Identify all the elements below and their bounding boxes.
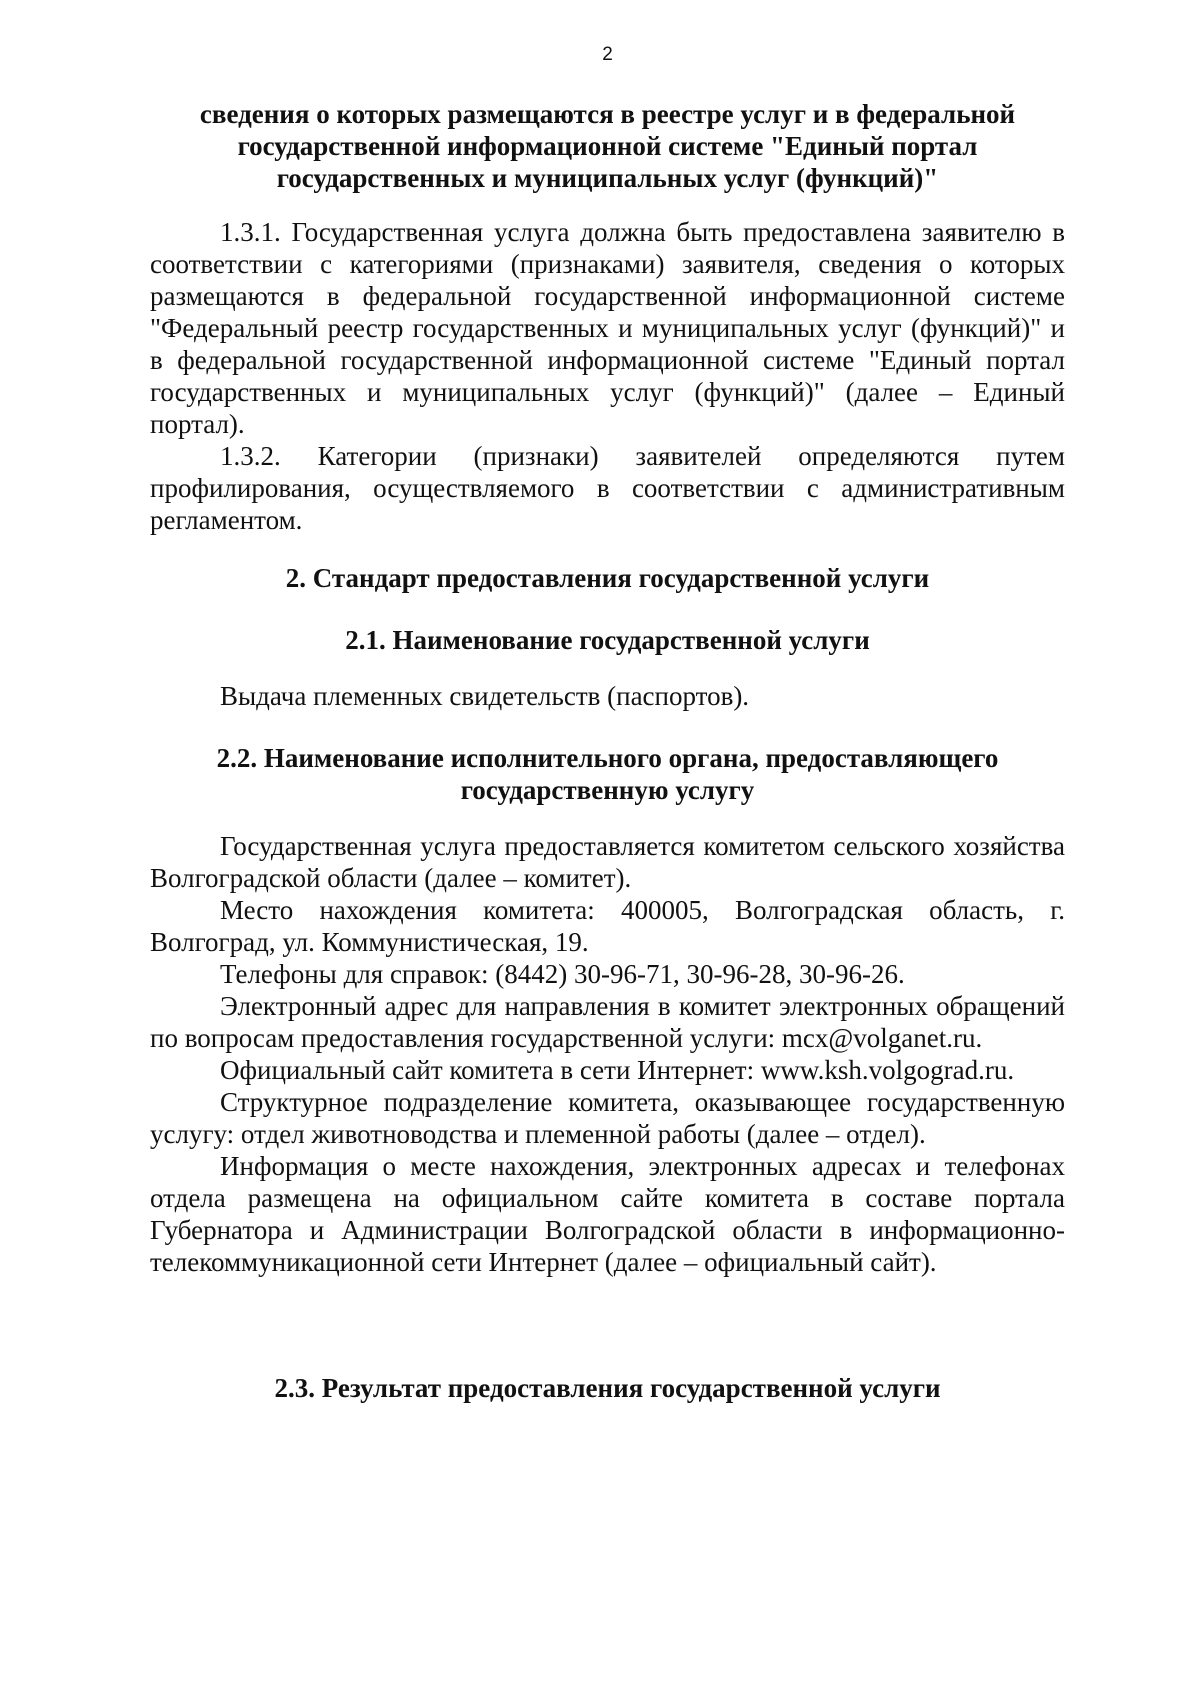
paragraph-1-3-2: 1.3.2. Категории (признаки) заявителей определяются путем профилирования, осуществляемого в соответствии с административным регламентом.	[150, 441, 1065, 535]
paragraph-1-3-1: 1.3.1. Государственная услуга должна быть предоставлена заявителю в соответствии с категориями (признаками) заявителя, сведения о которых размещаются в федеральной государственной информационной системе "Федеральный реестр государственных и муниципальных услуг (функций)" и в федеральной государственной информационной системе "Единый портал государственных и муниципальных услуг (функций)" (далее – Единый портал).	[150, 217, 1065, 439]
section-2-2-title-line: 2.2. Наименование исполнительного органа, предоставляющего	[216, 743, 999, 773]
section-2-3-title: 2.3. Результат предоставления государственной услуги	[274, 1373, 941, 1403]
section-2-2-title	[150, 742, 1065, 806]
paragraph-info: Информация о месте нахождения, электронных адресах и телефонах отдела размещена на официальном сайте комитета в составе портала Губернатора и Администрации Волгоградской области в информационно-телекоммуникационной сети Интернет (далее – официальный сайт).	[150, 1151, 1065, 1277]
section-1-3	[150, 216, 1065, 536]
top-heading-line: государственных и муниципальных услуг (функций)"	[276, 163, 939, 193]
paragraph-department: Структурное подразделение комитета, оказывающее государственную услугу: отдел животноводства и племенной работы (далее – отдел).	[150, 1087, 1065, 1149]
section-2-2-body	[150, 830, 1065, 1278]
section-2-1-text: Выдача племенных свидетельств (паспортов).	[220, 681, 750, 711]
document-page	[150, 0, 1065, 1697]
paragraph-website: Официальный сайт комитета в сети Интернет: www.ksh.volgograd.ru.	[220, 1055, 1015, 1085]
page-number: 2	[602, 44, 613, 65]
top-heading-line: государственной информационной системе "Единый портал	[237, 131, 978, 161]
paragraph-email: Электронный адрес для направления в комитет электронных обращений по вопросам предоставления государственной услуги: mcx@volganet.ru.	[150, 991, 1065, 1053]
section-2-title: 2. Стандарт предоставления государственной услуги	[285, 563, 930, 593]
paragraph-location: Место нахождения комитета: 400005, Волгоградская область, г. Волгоград, ул. Коммунистическая, 19.	[150, 895, 1065, 957]
top-heading	[150, 98, 1065, 194]
top-heading-line: сведения о которых размещаются в реестре услуг и в федеральной	[199, 99, 1016, 129]
section-2-1-title: 2.1. Наименование государственной услуги	[345, 625, 870, 655]
paragraph-phones: Телефоны для справок: (8442) 30-96-71, 30-96-28, 30-96-26.	[220, 959, 905, 989]
paragraph-provider: Государственная услуга предоставляется комитетом сельского хозяйства Волгоградской области (далее – комитет).	[150, 831, 1065, 893]
section-2-2-title-line: государственную услугу	[460, 775, 755, 805]
